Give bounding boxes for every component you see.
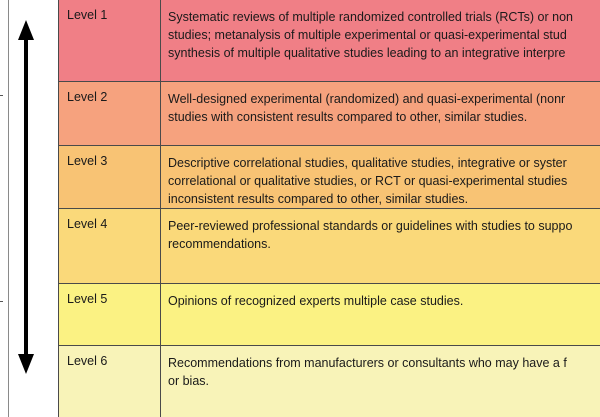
description-line: Descriptive correlational studies, qualitative studies, integrative or syster <box>168 156 567 170</box>
level-row-5 <box>58 284 600 346</box>
description-line: correlational or qualitative studies, or RCT or quasi-experimental studies <box>168 174 568 188</box>
level-label: Level 6 <box>58 346 161 417</box>
level-label: Level 5 <box>58 284 161 345</box>
evidence-levels-table <box>58 0 600 417</box>
description-line: synthesis of multiple qualitative studies leading to an integrative interpre <box>168 46 566 60</box>
level-description <box>161 284 600 345</box>
level-row-4 <box>58 209 600 284</box>
level-description <box>161 209 600 283</box>
description-line: recommendations. <box>168 237 271 251</box>
description-line: inconsistent results compared to other, similar studies. <box>168 192 469 206</box>
edge-tick-mark <box>0 301 3 302</box>
description-line: Well-designed experimental (randomized) and quasi-experimental (nonr <box>168 92 566 106</box>
description-line: studies with consistent results compared to other, similar studies. <box>168 110 528 124</box>
description-line: studies; metanalysis of multiple experimental or quasi-experimental stud <box>168 28 567 42</box>
level-description <box>161 346 600 417</box>
level-description <box>161 82 600 145</box>
left-margin-column <box>0 0 9 417</box>
level-row-1 <box>58 0 600 82</box>
description-line: Opinions of recognized experts multiple case studies. <box>168 294 464 308</box>
description-line: Systematic reviews of multiple randomized controlled trials (RCTs) or non <box>168 10 574 24</box>
description-line: or bias. <box>168 374 209 388</box>
double-headed-vertical-arrow-icon <box>9 0 58 417</box>
level-row-6 <box>58 346 600 417</box>
level-label: Level 2 <box>58 82 161 145</box>
level-description <box>161 0 600 81</box>
description-line: Recommendations from manufacturers or consultants who may have a f <box>168 356 567 370</box>
description-line: Peer-reviewed professional standards or guidelines with studies to suppo <box>168 219 573 233</box>
level-row-3 <box>58 146 600 209</box>
edge-tick-mark <box>0 95 3 96</box>
level-row-2 <box>58 82 600 146</box>
arrow-column <box>9 0 58 417</box>
level-label: Level 1 <box>58 0 161 81</box>
level-label: Level 4 <box>58 209 161 283</box>
level-description <box>161 146 600 208</box>
level-label: Level 3 <box>58 146 161 208</box>
